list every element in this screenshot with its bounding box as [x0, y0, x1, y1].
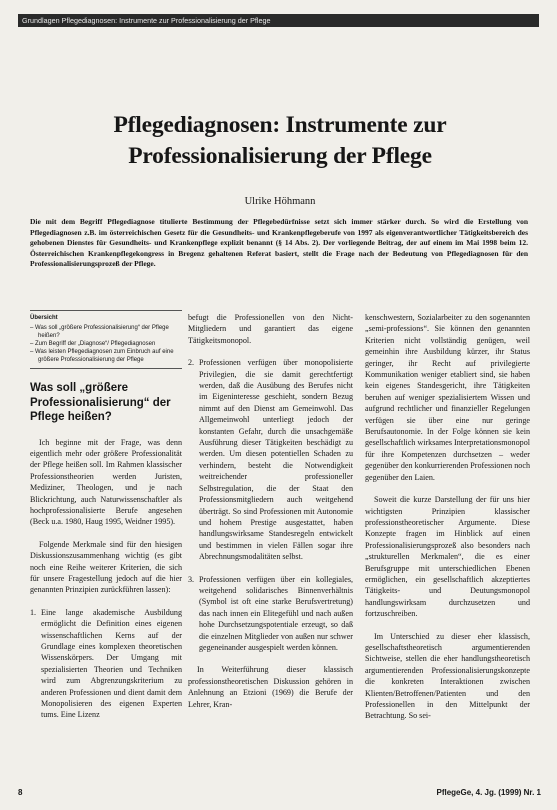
list-item-text: Professionen verfügen über ein kollegiales, weitgehend solidarisches Binnenverhältnis (Symbol ist oft eine starke Berufsvertretung) das nach innen ein Elitegefühl und nach außen hohe Durchsetzungspotentiale erzeugt, so daß die einzelnen Mitglieder von außen nur schwer gegeneinander ausgespielt werden können. — [199, 574, 353, 652]
title-line-2: Professionalisierung der Pflege — [128, 143, 432, 169]
list-item: 1. Eine lange akademische Ausbildung ermöglicht die Definition eines eigenen wissenschaftlichen Kerns auf der Grundlage eines komplexen theoretischen Wissenskörpers. Der Umgang mit spezialisierten Theorien und Techniken wird zum Abgrenzungskriterium zu anderen Professionen und dient damit dem Monopolisieren des eigenen Experten tums. Eine Lizenz — [30, 607, 182, 720]
paragraph: In Weiterführung dieser klassisch professionstheoretischen Diskussion gehören in Anlehnung an Etzioni (1969) die Berufe der Lehrer, Kran- — [188, 665, 353, 709]
column-1 — [30, 310, 182, 732]
list-item: 2. Professionen verfügen über monopolisierte Privilegien, die sie damit gerechtfertigt werden, daß die Ausübung des Berufes nicht im Eigeninteresse geschieht, sondern Bezug nimmt auf den Dienst am Gemeinwohl. Das Allgemeinwohl unterliegt jedoch der konstanten Gefahr, durch die unsachgemäße Ausführung dieser Tätigkeiten beschädigt zu werden. Um diesen potentiellen Schaden zu verhindern, besteht die Notwendigkeit weitreichender professioneller Selbstregulation, die der Staat den Professionsmitgliedern auch weitgehend überträgt. So sind Professionen mit Autonomie und hohem Prestige ausgestattet, haben handlungswirksame Standesregeln entwickelt und bestimmen in vielen Fällen sogar ihre Abrechnungsmodalitäten selbst. — [188, 358, 353, 562]
overview-box — [30, 310, 182, 369]
title-line-1: Pflegediagnosen: Instrumente zur — [113, 112, 447, 138]
column-2 — [188, 312, 353, 721]
paragraph: Ich beginne mit der Frage, was denn eigentlich mehr oder größere Professionalität der Pflege heißen soll. Im Rahmen klassischer Professionstheorien werden Juristen, Mediziner, Theologen, und je nach Blickrichtung, auch Naturwissenschaftler als hochprofessionalisierte Berufe angesehen (Beck u.a. 1980, Haug 1995, Weidner 1995). — [30, 437, 182, 527]
section-heading: Was soll „größere Professionalisierung“ der Pflege heißen? — [30, 382, 171, 423]
overview-item: – Zum Begriff der „Diagnose“/ Pflegediagnosen — [30, 341, 156, 347]
column-3 — [365, 312, 530, 733]
paragraph: kenschwestern, Sozialarbeiter zu den sogenannten „semi-professions“. Sie können den genannten Kriterien nicht vollständig genügen, weil gemeinhin ihre Ausbildung kürzer, ihr Status geringer, ihr Recht auf privilegierte Kommunikation weniger etabliert sind, sie haben kein eigenes Standesgericht, ihre Tätigkeiten beruhen auf weniger spezialisiertem Wissen und aufgrund rechtlicher und finanzieller Regelungen verfügen sie über eine nur geringe Berufsautonomie. In der Folge können sie kein gesellschaftlich wirksames Interpretationsmonopol für ihre Kompetenzen durchsetzen – weder gegenüber den konkurrierenden Professionen noch gegenüber den Laien. — [365, 313, 530, 482]
paragraph: Im Unterschied zu dieser eher klassisch, gesellschaftstheoretisch argumentierenden Sichtweise, stellen die eher handlungstheoretisch argumentierenden Professionalisierungskonzepte die konkreten Interaktionen zwischen Klienten/Betroffenen/Patienten und den Professionellen in den Mittelpunkt der Betrachtung. So sei- — [365, 631, 530, 721]
page-number: 8 — [18, 788, 23, 797]
list-item-text: Eine lange akademische Ausbildung ermöglicht die Definition eines eigenen wissenschaftlichen Kerns auf der Grundlage eines komplexen theoretischen Wissenskörpers. Der Umgang mit spezialisierten Theorien und Techniken wird zum Abgrenzungskriterium zu anderen Professionen und dient damit dem Monopolisieren des eigenen Experten tums. Eine Lizenz — [41, 607, 182, 720]
article-title — [30, 110, 530, 172]
overview-heading: Übersicht — [30, 315, 58, 321]
journal-citation: PflegeGe, 4. Jg. (1999) Nr. 1 — [436, 788, 541, 797]
paragraph: Folgende Merkmale sind für den hiesigen Diskussionszusammenhang wichtig (es gibt noch eine Reihe weiterer Kriterien, die sich für unsere Fragestellung jedoch auf die hier genannten Prinzipien zurückführen lassen): — [30, 539, 182, 595]
running-head: Grundlagen Pflegediagnosen: Instrumente zur Professionalisierung der Pflege — [18, 14, 539, 27]
paragraph: Soweit die kurze Darstellung der für uns hier wichtigsten Prinzipien klassischer professionstheoretischer Argumente. Diese Konzepte fragen im Hinblick auf einen Professionalisierungsprozeß also besonders nach „strukturellen Merkmalen“, die es einer Berufsgruppe mit unterschiedlichen Ebenen ermöglichen, ein gesellschaftlich akzeptiertes Tätigkeits- und Deutungsmonopol handlungswirksam durchzusetzen und fortzuschreiben. — [365, 495, 530, 619]
list-item: 3. Professionen verfügen über ein kollegiales, weitgehend solidarisches Binnenverhältnis (Symbol ist oft eine starke Berufsvertretung) das nach innen ein Elitegefühl und nach außen hohe Durchsetzungspotentiale erzeugt, so daß die einzelnen Mitglieder von außen nur schwer gegeneinander ausgespielt werden können. — [188, 574, 353, 652]
list-item-text: Professionen verfügen über monopolisierte Privilegien, die sie damit gerechtfertigt werden, daß die Ausübung des Berufes nicht im Eigeninteresse geschieht, sondern Bezug nimmt auf den Dienst am Gemeinwohl. Das Allgemeinwohl unterliegt jedoch der konstanten Gefahr, durch die unsachgemäße Ausführung dieser Tätigkeiten beschädigt zu werden. Um diesen potentiellen Schaden zu verhindern, besteht die Notwendigkeit weitreichender professioneller Selbstregulation, die der Staat den Professionsmitgliedern auch weitgehend überträgt. So sind Professionen mit Autonomie und hohem Prestige ausgestattet, haben handlungswirksame Standesregeln entwickelt und bestimmen in vielen Fällen sogar ihre Abrechnungsmodalitäten selbst. — [199, 358, 353, 562]
paragraph: befugt die Professionellen von den Nicht-Mitgliedern und garantiert das eigene Tätigkeitsmonopol. — [188, 313, 353, 345]
author: Ulrike Höhmann — [244, 196, 316, 207]
abstract: Die mit dem Begriff Pflegediagnose titulierte Bestimmung der Pflegebedürfnisse setzt sich immer stärker durch. So wird die Erstellung von Pflegediagnosen z.B. im österreichischen Gesetz für die Gesundheits- und Krankenpflegeberufe von 1997 als eigenverantwortlicher Tätigkeitsbereich des gehobenen Dienstes für Gesundheits- und Krankenpflege explizit benannt (§ 14 Abs. 2). Der vorliegende Beitrag, der auf einem im Mai 1998 beim 12. Österreichischen Krankenpflegekongress in Bregenz gehaltenen Referat basiert, stellt die Frage nach der Bedeutung von Pflegediagnosen für den Professionalisierungsprozeß der Pflege. — [30, 217, 528, 269]
overview-item: – Was leisten Pflegediagnosen zum Einbruch auf eine größere Professionalisierung der Pflege — [30, 349, 174, 363]
overview-item: – Was soll „größere Professionalisierung“ der Pflege heißen? — [30, 325, 169, 339]
